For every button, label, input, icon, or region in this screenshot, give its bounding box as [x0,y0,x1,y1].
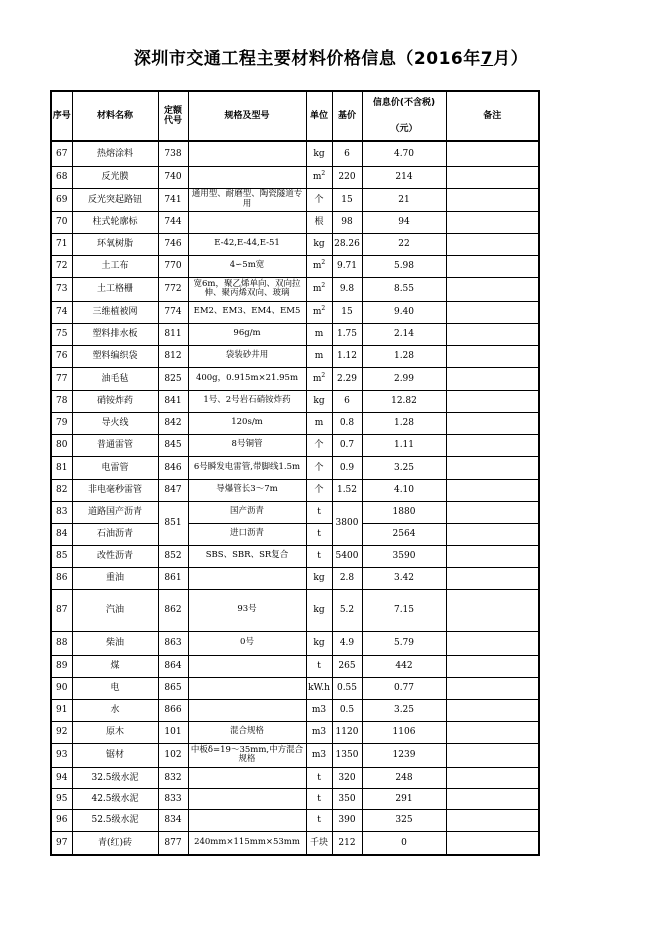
cell-spec [188,699,306,721]
cell-name: 电雷管 [72,456,158,479]
cell-code: 746 [158,233,188,255]
cell-unit: t [306,788,332,809]
cell-note [446,788,539,809]
cell-code: 865 [158,677,188,699]
cell-unit: kW.h [306,677,332,699]
table-row [51,567,539,589]
cell-spec: 0号 [188,631,306,655]
cell-code: 740 [158,166,188,188]
cell-name: 环氧树脂 [72,233,158,255]
cell-price: 1.28 [362,345,446,367]
cell-note [446,501,539,523]
cell-code: 102 [158,743,188,767]
cell-spec [188,767,306,788]
cell-price: 3590 [362,545,446,567]
cell-spec [188,809,306,831]
cell-unit: t [306,523,332,545]
cell-spec [188,166,306,188]
cell-name: 重油 [72,567,158,589]
cell-seq: 68 [51,166,72,188]
cell-price: 7.15 [362,589,446,631]
cell-name: 道路国产沥青 [72,501,158,523]
cell-unit: $m^2$ [306,255,332,277]
cell-base: 2.8 [332,567,362,589]
cell-name: 土工布 [72,255,158,277]
cell-base: 28.26 [332,233,362,255]
cell-seq: 95 [51,788,72,809]
cell-name: 塑料编织袋 [72,345,158,367]
table-row [51,721,539,743]
cell-note [446,589,539,631]
cell-name: 42.5级水泥 [72,788,158,809]
table-row [51,277,539,301]
cell-note [446,545,539,567]
table-row [51,323,539,345]
cell-price: 5.98 [362,255,446,277]
cell-seq: 88 [51,631,72,655]
cell-name: 柴油 [72,631,158,655]
cell-seq: 96 [51,809,72,831]
header-spec: 规格及型号 [188,91,306,141]
cell-code: 738 [158,141,188,166]
cell-spec [188,211,306,233]
cell-spec: 6号瞬发电雷管,带脚线1.5m [188,456,306,479]
cell-spec [188,677,306,699]
cell-price: 1.28 [362,412,446,434]
cell-unit: kg [306,631,332,655]
cell-spec: 进口沥青 [188,523,306,545]
cell-base: 390 [332,809,362,831]
cell-spec: 96g/m [188,323,306,345]
cell-note [446,277,539,301]
cell-name: 水 [72,699,158,721]
table-row [51,655,539,677]
page-title: 深圳市交通工程主要材料价格信息（2016年7月） [133,49,529,69]
cell-price: 21 [362,188,446,211]
cell-base: 212 [332,831,362,855]
cell-seq: 87 [51,589,72,631]
cell-base: 9.8 [332,277,362,301]
header-name: 材料名称 [72,91,158,141]
cell-unit: 个 [306,188,332,211]
cell-price: 8.55 [362,277,446,301]
cell-code: 851 [158,501,188,545]
cell-unit: kg [306,589,332,631]
table-row [51,699,539,721]
cell-seq: 97 [51,831,72,855]
cell-name: 普通雷管 [72,434,158,456]
cell-name: 柱式轮廓标 [72,211,158,233]
cell-note [446,211,539,233]
table-row [51,743,539,767]
cell-note [446,390,539,412]
cell-spec: 中板δ=19～35mm,中方混合规格 [188,743,306,767]
cell-code: 101 [158,721,188,743]
cell-spec: 1号、2号岩石硝铵炸药 [188,390,306,412]
cell-seq: 91 [51,699,72,721]
cell-spec: 8号铜管 [188,434,306,456]
cell-price: 2.99 [362,367,446,390]
cell-unit: $m^2$ [306,367,332,390]
cell-price: 3.25 [362,699,446,721]
cell-spec: EM2、EM3、EM4、EM5 [188,301,306,323]
cell-base: 0.7 [332,434,362,456]
cell-unit: m [306,412,332,434]
cell-base: 5.2 [332,589,362,631]
cell-price: 248 [362,767,446,788]
price-table [50,90,540,856]
cell-seq: 94 [51,767,72,788]
cell-unit: m3 [306,721,332,743]
cell-note [446,323,539,345]
cell-seq: 79 [51,412,72,434]
cell-note [446,233,539,255]
cell-base: 15 [332,188,362,211]
cell-base: 0.9 [332,456,362,479]
cell-seq: 69 [51,188,72,211]
cell-unit: $m^2$ [306,301,332,323]
cell-note [446,655,539,677]
table-row [51,456,539,479]
cell-name: 锯材 [72,743,158,767]
cell-price: 2.14 [362,323,446,345]
cell-base: 320 [332,767,362,788]
cell-spec: 混合规格 [188,721,306,743]
table-row [51,831,539,855]
cell-price: 442 [362,655,446,677]
cell-price: 1.11 [362,434,446,456]
cell-code: 741 [158,188,188,211]
cell-note [446,255,539,277]
cell-seq: 78 [51,390,72,412]
cell-seq: 83 [51,501,72,523]
cell-unit: t [306,767,332,788]
cell-spec [188,141,306,166]
cell-unit: kg [306,141,332,166]
cell-code: 841 [158,390,188,412]
table-row [51,501,539,523]
cell-base: 265 [332,655,362,677]
cell-spec: 93号 [188,589,306,631]
cell-spec: 宽6m，聚乙烯单向、双向拉伸、聚丙烯双向、玻璃 [188,277,306,301]
cell-seq: 76 [51,345,72,367]
cell-seq: 80 [51,434,72,456]
cell-name: 青(红)砖 [72,831,158,855]
table-row [51,301,539,323]
cell-spec: 通用型、耐磨型、陶瓷隧道专用 [188,188,306,211]
table-row [51,166,539,188]
table-row [51,412,539,434]
cell-base: 5400 [332,545,362,567]
header-code: 定额 代号 [158,91,188,141]
table-row [51,545,539,567]
cell-code: 862 [158,589,188,631]
cell-base: 0.5 [332,699,362,721]
cell-unit: m [306,323,332,345]
cell-code: 863 [158,631,188,655]
cell-price: 325 [362,809,446,831]
cell-unit: t [306,501,332,523]
cell-code: 832 [158,767,188,788]
header-seq: 序号 [51,91,72,141]
cell-note [446,301,539,323]
cell-base: 15 [332,301,362,323]
cell-price: 12.82 [362,390,446,412]
cell-base: 1.52 [332,479,362,501]
cell-code: 847 [158,479,188,501]
cell-spec: 120s/m [188,412,306,434]
cell-unit: kg [306,390,332,412]
cell-code: 845 [158,434,188,456]
table-row [51,631,539,655]
cell-spec [188,788,306,809]
cell-base: 98 [332,211,362,233]
cell-spec: 400g，0.915m×21.95m [188,367,306,390]
table-row [51,233,539,255]
cell-name: 改性沥青 [72,545,158,567]
cell-code: 825 [158,367,188,390]
cell-seq: 67 [51,141,72,166]
header-unit: 单位 [306,91,332,141]
table-row [51,141,539,166]
cell-note [446,631,539,655]
cell-price: 1880 [362,501,446,523]
cell-spec: 240mm×115mm×53mm [188,831,306,855]
cell-seq: 93 [51,743,72,767]
table-row [51,390,539,412]
table-row [51,255,539,277]
cell-code: 770 [158,255,188,277]
cell-price: 9.40 [362,301,446,323]
cell-spec: 袋装砂井用 [188,345,306,367]
header-base: 基价 [332,91,362,141]
cell-price: 22 [362,233,446,255]
cell-note [446,743,539,767]
cell-note [446,345,539,367]
cell-unit: 千块 [306,831,332,855]
table-row [51,767,539,788]
cell-seq: 90 [51,677,72,699]
cell-base: 220 [332,166,362,188]
cell-note [446,767,539,788]
cell-name: 硝铵炸药 [72,390,158,412]
cell-price: 1239 [362,743,446,767]
cell-seq: 73 [51,277,72,301]
cell-code: 812 [158,345,188,367]
cell-unit: t [306,545,332,567]
cell-seq: 92 [51,721,72,743]
table-row [51,188,539,211]
cell-name: 三维植被网 [72,301,158,323]
cell-unit: m3 [306,699,332,721]
cell-code: 877 [158,831,188,855]
cell-base: 1350 [332,743,362,767]
cell-note [446,367,539,390]
cell-base: 350 [332,788,362,809]
cell-name: 反光突起路钮 [72,188,158,211]
table-row [51,809,539,831]
cell-base: 0.55 [332,677,362,699]
cell-note [446,166,539,188]
cell-price: 3.42 [362,567,446,589]
cell-base: 1120 [332,721,362,743]
cell-base: 1.12 [332,345,362,367]
cell-note [446,523,539,545]
cell-seq: 84 [51,523,72,545]
cell-base: 2.29 [332,367,362,390]
cell-code: 744 [158,211,188,233]
cell-spec: 导爆管长3～7m [188,479,306,501]
cell-spec: 4∽5m宽 [188,255,306,277]
cell-spec: 国产沥青 [188,501,306,523]
cell-code: 866 [158,699,188,721]
cell-price: 0.77 [362,677,446,699]
cell-code: 772 [158,277,188,301]
cell-unit: m3 [306,743,332,767]
cell-unit: $m^2$ [306,277,332,301]
cell-price: 4.70 [362,141,446,166]
cell-name: 52.5级水泥 [72,809,158,831]
cell-name: 电 [72,677,158,699]
cell-name: 32.5级水泥 [72,767,158,788]
cell-code: 846 [158,456,188,479]
cell-base: 6 [332,390,362,412]
cell-seq: 86 [51,567,72,589]
cell-base: 1.75 [332,323,362,345]
cell-name: 塑料排水板 [72,323,158,345]
cell-price: 5.79 [362,631,446,655]
cell-spec: SBS、SBR、SR复合 [188,545,306,567]
cell-code: 842 [158,412,188,434]
cell-code: 833 [158,788,188,809]
cell-price: 214 [362,166,446,188]
cell-note [446,456,539,479]
cell-spec [188,567,306,589]
cell-seq: 89 [51,655,72,677]
cell-code: 852 [158,545,188,567]
cell-name: 土工格栅 [72,277,158,301]
cell-price: 4.10 [362,479,446,501]
cell-code: 834 [158,809,188,831]
table-row [51,788,539,809]
table-row [51,677,539,699]
cell-seq: 72 [51,255,72,277]
cell-code: 774 [158,301,188,323]
cell-unit: t [306,655,332,677]
cell-seq: 81 [51,456,72,479]
cell-name: 原木 [72,721,158,743]
table-row [51,479,539,501]
cell-note [446,141,539,166]
cell-note [446,412,539,434]
cell-code: 811 [158,323,188,345]
cell-seq: 85 [51,545,72,567]
cell-unit: 个 [306,479,332,501]
cell-unit: t [306,809,332,831]
cell-name: 热熔涂料 [72,141,158,166]
cell-seq: 71 [51,233,72,255]
cell-note [446,809,539,831]
cell-seq: 77 [51,367,72,390]
cell-seq: 70 [51,211,72,233]
table-row [51,589,539,631]
cell-name: 汽油 [72,589,158,631]
cell-price: 1106 [362,721,446,743]
cell-unit: 个 [306,456,332,479]
table-row [51,523,539,545]
cell-seq: 75 [51,323,72,345]
cell-seq: 74 [51,301,72,323]
cell-note [446,479,539,501]
cell-name: 煤 [72,655,158,677]
cell-name: 石油沥青 [72,523,158,545]
cell-price: 94 [362,211,446,233]
header-note: 备注 [446,91,539,141]
title-month: 7 [480,49,494,69]
cell-note [446,567,539,589]
header-info-price: 信息价(不含税) （元） [362,91,446,141]
cell-unit: kg [306,567,332,589]
cell-note [446,721,539,743]
cell-price: 3.25 [362,456,446,479]
table-row [51,345,539,367]
cell-unit: 个 [306,434,332,456]
cell-name: 油毛毡 [72,367,158,390]
table-row [51,211,539,233]
cell-name: 非电毫秒雷管 [72,479,158,501]
cell-seq: 82 [51,479,72,501]
cell-base: 9.71 [332,255,362,277]
table-row [51,434,539,456]
cell-spec [188,655,306,677]
cell-note [446,831,539,855]
cell-base: 6 [332,141,362,166]
cell-name: 导火线 [72,412,158,434]
cell-code: 861 [158,567,188,589]
cell-note [446,434,539,456]
cell-price: 2564 [362,523,446,545]
cell-base: 0.8 [332,412,362,434]
cell-spec: E-42,E-44,E-51 [188,233,306,255]
cell-base: 3800 [332,501,362,545]
cell-price: 0 [362,831,446,855]
cell-note [446,188,539,211]
cell-unit: $m^2$ [306,166,332,188]
cell-unit: kg [306,233,332,255]
cell-price: 291 [362,788,446,809]
cell-note [446,677,539,699]
cell-unit: 根 [306,211,332,233]
header-row [51,91,539,141]
cell-code: 864 [158,655,188,677]
cell-name: 反光膜 [72,166,158,188]
table-row [51,367,539,390]
cell-base: 4.9 [332,631,362,655]
cell-note [446,699,539,721]
cell-unit: m [306,345,332,367]
